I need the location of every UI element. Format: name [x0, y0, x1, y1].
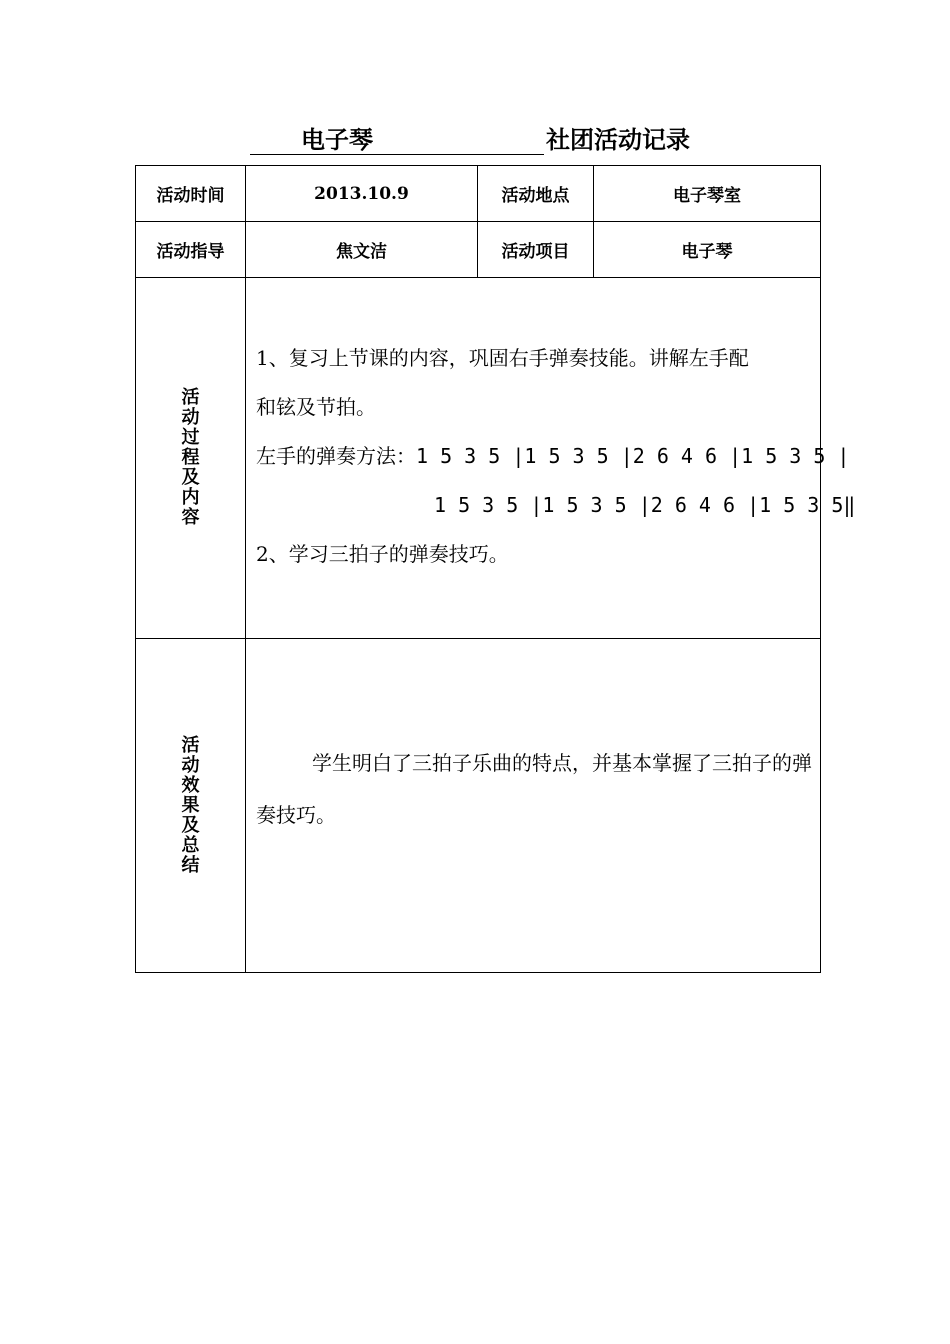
- process-label: 活动过程及内容: [181, 387, 200, 528]
- method-label: 左手的弹奏方法：: [256, 444, 416, 468]
- title-suffix: 社团活动记录: [546, 125, 690, 154]
- process-content-cell: [246, 278, 856, 639]
- method-line: [256, 432, 850, 481]
- table-row: [136, 166, 821, 222]
- notes-line-2: 1 5 3 5 |1 5 3 5 |2 6 4 6 |1 5 3 5‖: [434, 493, 856, 517]
- notes-line-2-row: [256, 481, 856, 530]
- process-line-1: 1、复习上节课的内容，巩固右手弹奏技能。讲解左手配: [256, 346, 749, 370]
- club-name-blank: [250, 122, 544, 155]
- time-label: 活动时间: [136, 166, 246, 222]
- project-value: 电子琴: [594, 222, 821, 278]
- summary-line-2: 子的弹奏技巧。: [256, 751, 812, 827]
- place-label: 活动地点: [478, 166, 594, 222]
- summary-paragraph: [256, 737, 816, 841]
- club-name: 电子琴: [301, 125, 373, 154]
- guide-value: 焦文洁: [246, 222, 478, 278]
- summary-label-cell: [136, 639, 246, 973]
- table-row: [136, 222, 821, 278]
- place-value: 电子琴室: [594, 166, 821, 222]
- summary-content-cell: [246, 639, 821, 973]
- summary-content: [256, 737, 816, 841]
- document-title: [250, 122, 710, 158]
- time-value: 2013.10.9: [246, 166, 478, 222]
- project-label: 活动项目: [478, 222, 594, 278]
- process-line-3: 2、学习三拍子的弹奏技巧。: [256, 542, 509, 566]
- process-line-2: 和铉及节拍。: [256, 395, 376, 419]
- table-row: [136, 639, 821, 973]
- summary-line-1: 学生明白了三拍子乐曲的特点，并基本掌握了三拍: [312, 751, 752, 775]
- table-row: [136, 278, 821, 639]
- process-label-cell: [136, 278, 246, 639]
- process-content: [256, 334, 856, 579]
- notes-line-1: 1 5 3 5 |1 5 3 5 |2 6 4 6 |1 5 3 5 |: [416, 444, 850, 468]
- summary-label: 活动效果及总结: [181, 734, 200, 876]
- activity-record-table: [135, 165, 856, 973]
- guide-label: 活动指导: [136, 222, 246, 278]
